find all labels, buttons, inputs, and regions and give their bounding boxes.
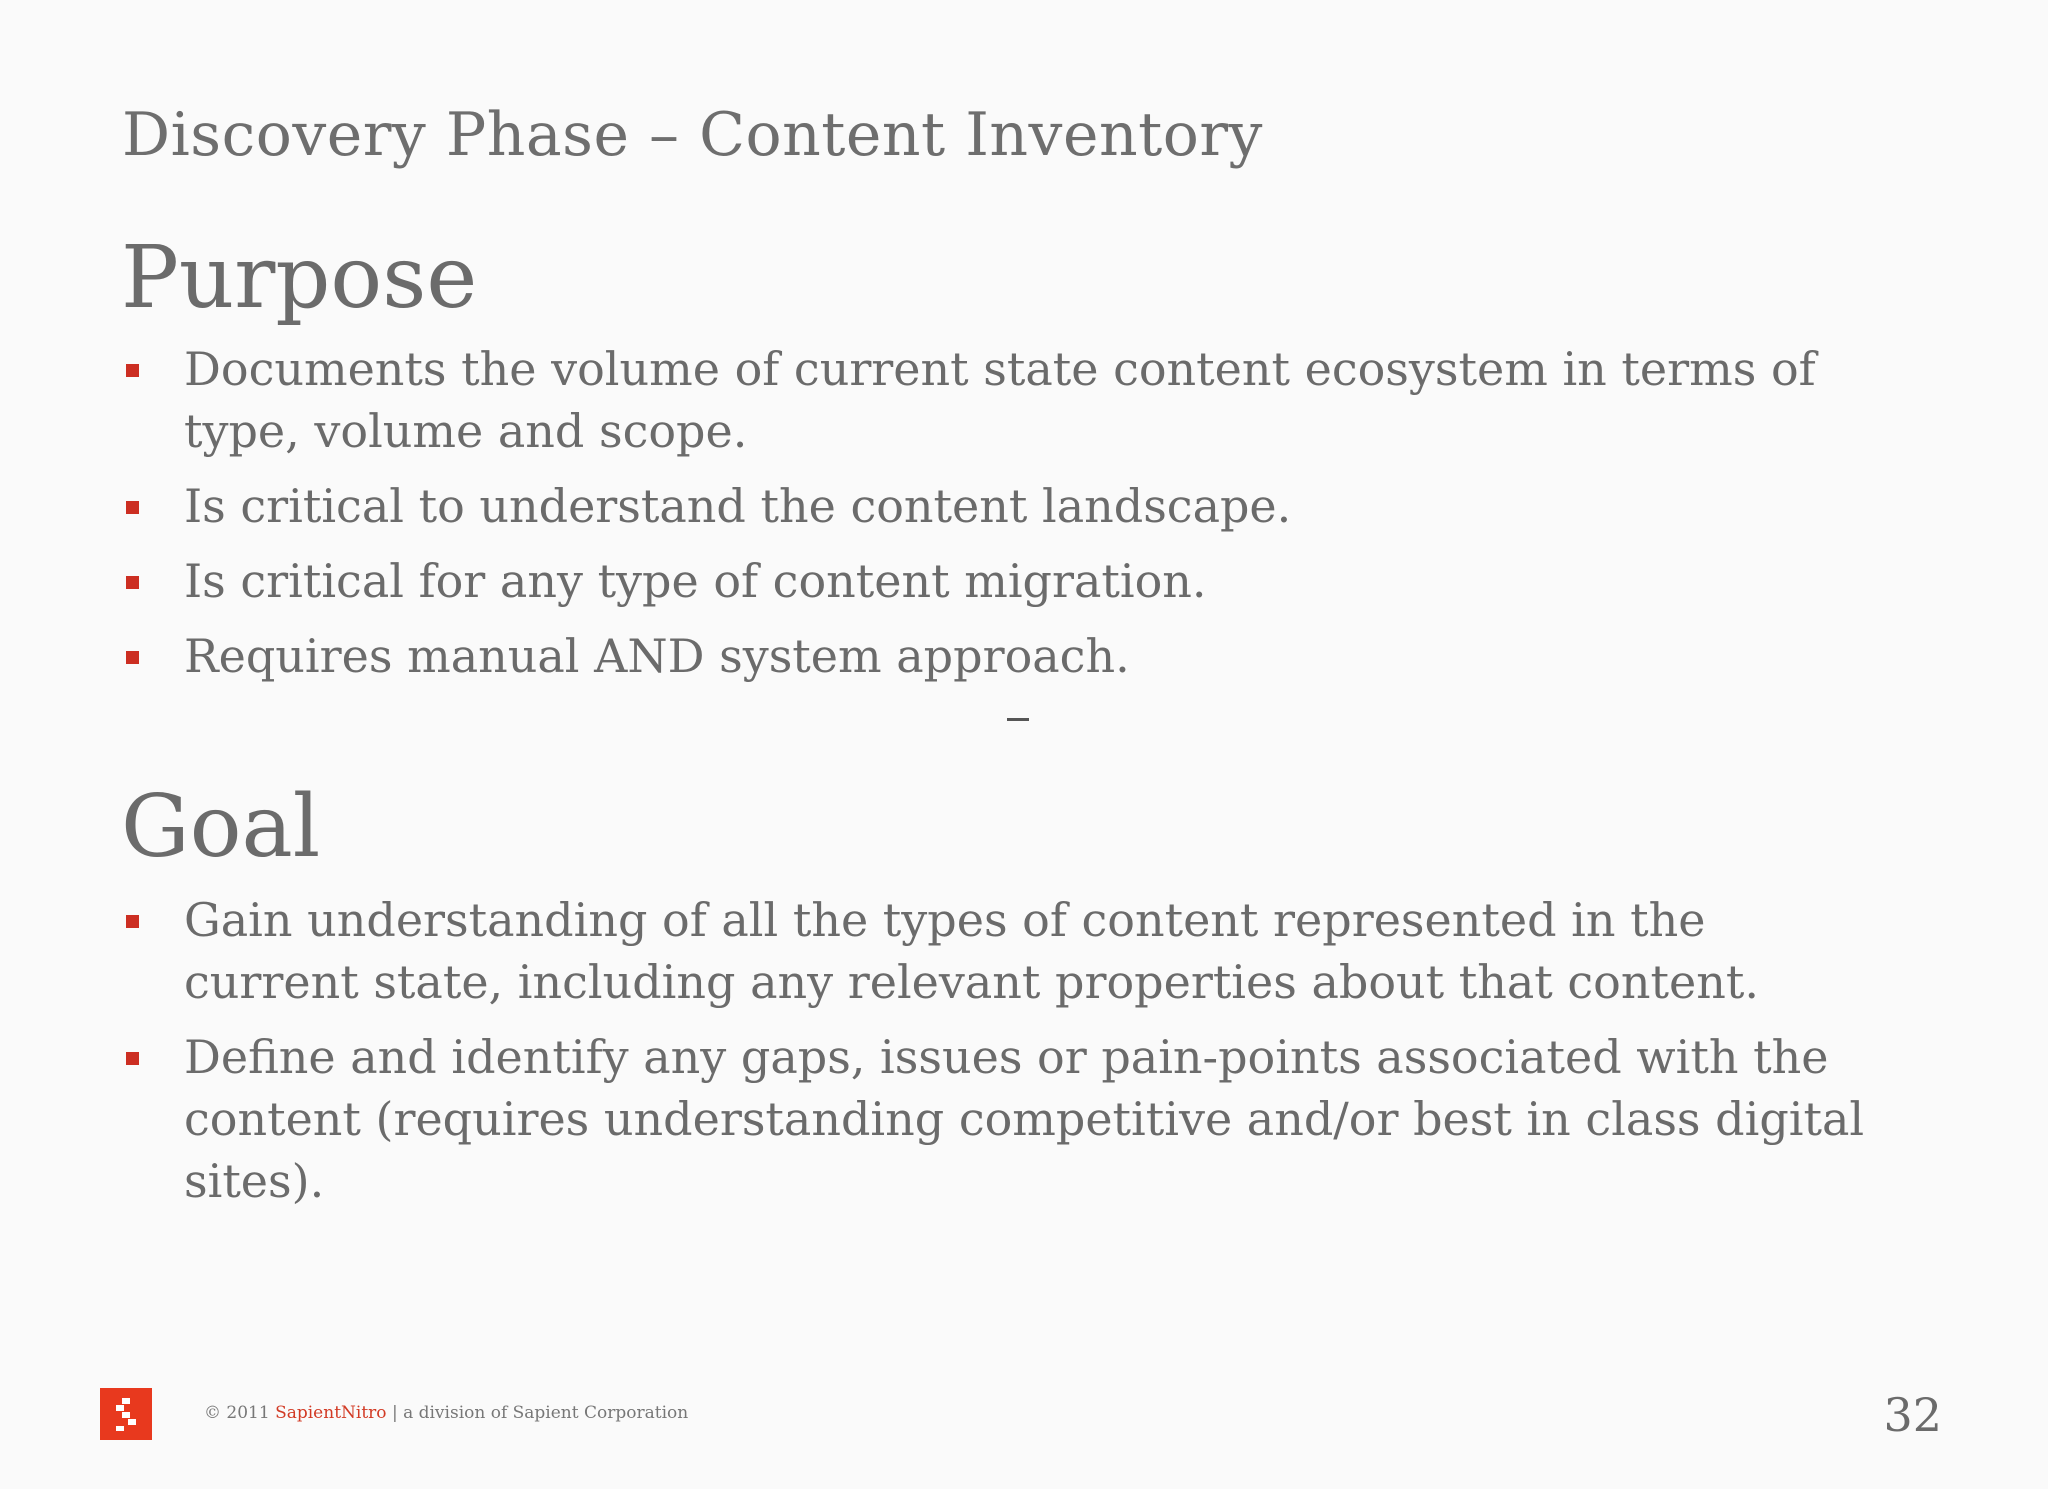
purpose-heading: Purpose: [121, 228, 478, 328]
square-bullet-icon: [126, 1052, 139, 1065]
square-bullet-icon: [126, 651, 139, 664]
goal-bullet-list: [122, 889, 1882, 1212]
square-bullet-icon: [126, 364, 139, 377]
list-item: [122, 625, 1882, 687]
brand-name: SapientNitro: [275, 1403, 387, 1423]
square-bullet-icon: [126, 576, 139, 589]
copyright-year: © 2011: [204, 1403, 270, 1423]
purpose-bullet-list: [122, 338, 1882, 687]
list-item: [122, 889, 1882, 1013]
square-bullet-icon: [126, 501, 139, 514]
slide-title: Discovery Phase – Content Inventory: [122, 100, 1263, 170]
bullet-text: Is critical for any type of content migration.: [184, 554, 1207, 608]
goal-heading: Goal: [121, 777, 321, 877]
bullet-text: Is critical to understand the content landscape.: [184, 479, 1292, 533]
list-item: [122, 338, 1882, 462]
list-item: [122, 1026, 1882, 1212]
footer-copyright: [204, 1403, 688, 1423]
list-item: [122, 550, 1882, 612]
separator-dash: [1007, 718, 1029, 721]
list-item: [122, 475, 1882, 537]
bullet-text: Requires manual AND system approach.: [184, 629, 1130, 683]
bullet-text: Gain understanding of all the types of content represented in the current state, including any relevant properties about that content.: [184, 893, 1759, 1009]
page-number: 32: [1883, 1388, 1942, 1442]
bullet-text: Documents the volume of current state content ecosystem in terms of type, volume and scope.: [184, 342, 1816, 458]
square-bullet-icon: [126, 915, 139, 928]
sapient-logo-icon: [100, 1388, 152, 1440]
bullet-text: Define and identify any gaps, issues or pain-points associated with the content (requires understanding competitive and/or best in class digital sites).: [184, 1030, 1865, 1208]
division-text: | a division of Sapient Corporation: [391, 1403, 689, 1423]
